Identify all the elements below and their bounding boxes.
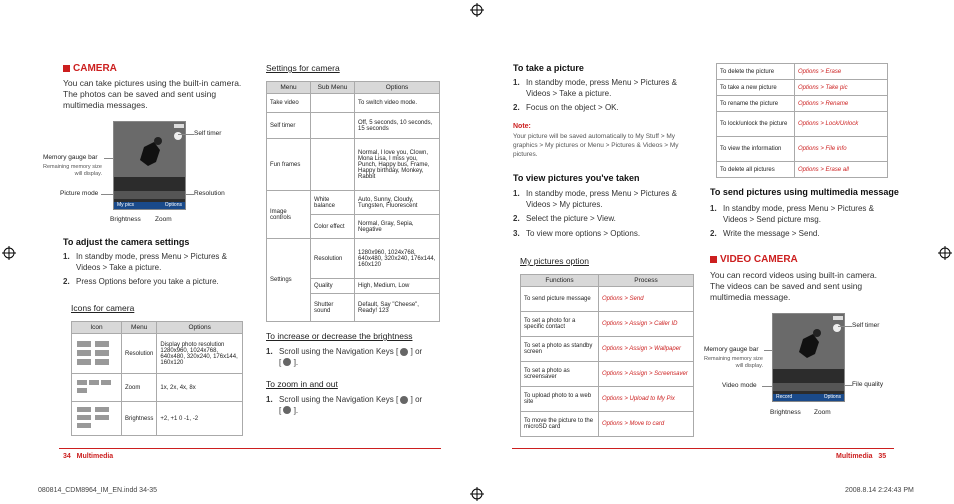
section-name: Multimedia <box>76 453 114 460</box>
table-cell: To view the information <box>717 137 795 162</box>
table-header: Sub Menu <box>311 82 355 94</box>
table-cell <box>311 94 355 113</box>
phone-options-label: Options <box>164 202 182 208</box>
camera-title-text: CAMERA <box>73 63 117 74</box>
list-item: 2. Select the picture > View. <box>513 214 616 223</box>
step-text: Press Options before you take a picture. <box>76 277 219 286</box>
table-cell: Options > Assign > Screensaver <box>599 362 694 387</box>
table-cell: To rename the picture <box>717 96 795 112</box>
table-row <box>521 312 694 337</box>
list-item: 2. Focus on the object > OK. <box>513 103 619 112</box>
footer-left <box>63 453 113 460</box>
nav-down-key-icon <box>283 358 291 366</box>
step-text: Select the picture > View. <box>526 214 616 223</box>
callout-memory-note: Remaining memory size will display. <box>704 356 763 369</box>
callout-zoom: Zoom <box>155 216 172 223</box>
step-text: In standby mode, press Menu > Pictures & Videos > Send picture msg. <box>723 204 874 224</box>
registration-mark-icon <box>470 487 484 501</box>
table-row <box>72 374 243 402</box>
phone-my-pics-label: My pics <box>117 202 134 208</box>
nav-up-key-icon <box>400 348 408 356</box>
table-cell: Default, Say "Cheese", Ready! 123 <box>355 294 440 322</box>
table-cell: Options > Send <box>599 287 694 312</box>
page-number: 35 <box>878 453 887 460</box>
bullet-square-icon <box>710 256 717 263</box>
video-title-text: VIDEO CAMERA <box>720 254 798 265</box>
table-cell: Take video <box>267 94 311 113</box>
footer-rule <box>512 448 894 449</box>
table-cell: Options > Erase <box>795 64 888 80</box>
step-text: ]. <box>293 357 299 367</box>
footer-right <box>836 453 886 460</box>
table-cell: High, Medium, Low <box>355 279 440 294</box>
send-pictures-heading: To send pictures using multimedia message <box>710 187 899 197</box>
table-row <box>267 94 440 113</box>
settings-table <box>266 81 440 322</box>
table-cell: To take a new picture <box>717 80 795 96</box>
icons-for-camera-heading: Icons for camera <box>71 303 135 313</box>
table-cell: To lock/unlock the picture <box>717 112 795 137</box>
table-cell: Image controls <box>267 191 311 239</box>
adjust-settings-heading: To adjust the camera settings <box>63 237 190 247</box>
step-text: Scroll using the Navigation Keys [ <box>279 347 399 356</box>
list-item: 2. Write the message > Send. <box>710 229 820 238</box>
table-row <box>521 387 694 412</box>
step-text: In standby mode, press Menu > Pictures & Videos > Take a picture. <box>76 252 227 272</box>
table-row <box>72 334 243 374</box>
table-cell: To set a photo as standby screen <box>521 337 599 362</box>
table-cell: To switch video mode. <box>355 94 440 113</box>
take-picture-heading: To take a picture <box>513 63 584 73</box>
table-cell: 1x, 2x, 4x, 8x <box>157 374 243 402</box>
view-pictures-heading: To view pictures you've taken <box>513 173 640 183</box>
table-cell <box>311 139 355 191</box>
table-cell: Display photo resolution 1280x960, 1024x768, 640x480, 320x240, 176x144, 160x120 <box>157 334 243 374</box>
callout-brightness: Brightness <box>110 216 141 223</box>
camera-preview-photo <box>114 122 186 210</box>
table-cell: To set a photo for a specific contact <box>521 312 599 337</box>
video-intro: You can record videos using built-in camera. The videos can be saved and sent using multimedia message. <box>710 270 877 302</box>
table-cell: To delete the picture <box>717 64 795 80</box>
table-cell: 1280x960, 1024x768, 640x480, 320x240, 176x144, 160x120 <box>355 239 440 279</box>
list-item: 1. In standby mode, press Menu > Pictures & Videos > Take a picture. <box>63 252 243 273</box>
table-row <box>717 64 888 80</box>
table-cell: Shutter sound <box>311 294 355 322</box>
table-header: Options <box>355 82 440 94</box>
table-cell: Options > Assign > Caller ID <box>599 312 694 337</box>
registration-mark-icon <box>470 3 484 17</box>
table-row <box>717 96 888 112</box>
callout-memory-gauge: Memory gauge bar <box>43 154 98 161</box>
settings-for-camera-heading: Settings for camera <box>266 63 340 73</box>
table-row <box>521 362 694 387</box>
table-cell: Options > Erase all <box>795 162 888 178</box>
note-label: Note: <box>513 123 531 130</box>
print-timestamp: 2008.8.14 2:24:43 PM <box>845 487 914 494</box>
callout-memory-note: Remaining memory size will display. <box>43 164 102 177</box>
table-cell: Options > Assign > Wallpaper <box>599 337 694 362</box>
table-cell: Zoom <box>122 374 157 402</box>
step-text: ] or <box>410 395 423 404</box>
my-pictures-option-heading: My pictures option <box>520 256 589 266</box>
table-header: Functions <box>521 275 599 287</box>
table-cell: White balance <box>311 191 355 215</box>
step-text: ]. <box>293 405 299 415</box>
table-cell: To upload photo to a web site <box>521 387 599 412</box>
table-row <box>267 139 440 191</box>
table-header: Menu <box>122 322 157 334</box>
video-screen-image <box>772 313 845 402</box>
table-row <box>717 112 888 137</box>
send-steps-list <box>710 204 890 240</box>
step-text: ] or <box>410 347 423 356</box>
table-cell: To delete all pictures <box>717 162 795 178</box>
table-row <box>717 162 888 178</box>
step-text: Scroll using the Navigation Keys [ <box>279 395 399 404</box>
zoom-icons <box>72 374 122 402</box>
list-item: 1. In standby mode, press Menu > Pictures & Videos > Take a picture. <box>513 78 693 99</box>
camera-screen-image <box>113 121 186 210</box>
table-cell: Options > Lock/Unlock <box>795 112 888 137</box>
callout-resolution: Resolution <box>194 190 225 197</box>
table-row <box>267 191 440 215</box>
list-item: 1. In standby mode, press Menu > Pictures & Videos > Send picture msg. <box>710 204 890 225</box>
adjust-steps-list <box>63 252 243 288</box>
table-row <box>267 113 440 139</box>
bullet-square-icon <box>63 65 70 72</box>
table-cell: Resolution <box>311 239 355 279</box>
list-item: 3. To view more options > Options. <box>513 228 641 238</box>
table-cell: Options > Rename <box>795 96 888 112</box>
table-cell: Brightness <box>122 402 157 436</box>
table-row <box>521 287 694 312</box>
callout-picture-mode: Picture mode <box>60 190 99 197</box>
table-cell: To set a photo as screensaver <box>521 362 599 387</box>
table-cell: Options > Take pic <box>795 80 888 96</box>
table-cell: +2, +1 0 -1, -2 <box>157 402 243 436</box>
resolution-icons <box>72 334 122 374</box>
table-cell: Quality <box>311 279 355 294</box>
callout-file-quality: File quality <box>852 381 884 388</box>
table-row <box>267 239 440 279</box>
table-cell <box>311 113 355 139</box>
take-steps-list <box>513 78 693 114</box>
registration-mark-icon <box>938 246 952 260</box>
table-row <box>717 80 888 96</box>
callout-zoom: Zoom <box>814 409 831 416</box>
footer-rule <box>59 448 441 449</box>
table-cell: Options > Move to card <box>599 412 694 437</box>
section-name: Multimedia <box>836 453 873 460</box>
brightness-step: 1. Scroll using the Navigation Keys [ ] or [ ]. <box>266 347 423 367</box>
brightness-heading: To increase or decrease the brightness <box>266 331 413 341</box>
view-steps-list <box>513 189 693 239</box>
table-header: Options <box>157 322 243 334</box>
table-cell: Auto, Sunny, Cloudy, Tungsten, Fluorescent <box>355 191 440 215</box>
callout-video-mode: Video mode <box>722 382 757 389</box>
phone-record-label: Record <box>776 394 793 400</box>
table-cell: Fun frames <box>267 139 311 191</box>
brightness-icons <box>72 402 122 436</box>
table-row <box>521 412 694 437</box>
registration-mark-icon <box>2 246 16 260</box>
list-item: 2. Press Options before you take a picture. <box>63 277 219 286</box>
table-cell: Self timer <box>267 113 311 139</box>
table-cell: Off, 5 seconds, 10 seconds, 15 seconds <box>355 113 440 139</box>
table-cell: Options > Upload to My Pix <box>599 387 694 412</box>
table-cell: Settings <box>267 239 311 322</box>
table-row <box>521 337 694 362</box>
table-cell: To move the picture to the microSD card <box>521 412 599 437</box>
step-text: Focus on the object > OK. <box>526 103 619 112</box>
table-cell: Color effect <box>311 215 355 239</box>
zoom-heading: To zoom in and out <box>266 379 338 389</box>
table-cell: Normal, I love you, Clown, Mona Lisa, I miss you, Punch, Happy bus, Frame, Happy birthday, Monkey, Rabbit <box>355 139 440 191</box>
callout-self-timer: Self timer <box>194 130 222 137</box>
camera-section-title <box>63 63 117 74</box>
print-file-info: 080814_CDM8964_IM_EN.indd 34-35 <box>38 487 158 494</box>
table-row <box>717 137 888 162</box>
icons-table <box>71 321 243 436</box>
table-header: Icon <box>72 322 122 334</box>
callout-self-timer: Self timer <box>852 322 880 329</box>
step-text: In standby mode, press Menu > Pictures & Videos > Take a picture. <box>526 78 677 98</box>
video-camera-section-title <box>710 254 798 265</box>
nav-left-key-icon <box>400 396 408 404</box>
list-item: 1. In standby mode, press Menu > Pictures & Videos > My pictures. <box>513 189 693 210</box>
camera-intro: You can take pictures using the built-in camera. The photos can be saved and sent using multimedia messages. <box>63 78 242 110</box>
table-header: Process <box>599 275 694 287</box>
table-cell: Normal, Gray, Sepia, Negative <box>355 215 440 239</box>
step-text: Write the message > Send. <box>723 229 820 238</box>
page-number: 34 <box>63 453 71 460</box>
step-text: In standby mode, press Menu > Pictures & Videos > My pictures. <box>526 189 677 209</box>
step-text: To view more options > Options. <box>526 228 641 238</box>
callout-memory-gauge: Memory gauge bar <box>704 346 759 353</box>
callout-brightness: Brightness <box>770 409 801 416</box>
picture-options-table <box>716 63 888 178</box>
nav-right-key-icon <box>283 406 291 414</box>
table-cell: Resolution <box>122 334 157 374</box>
video-preview-photo <box>773 314 845 402</box>
table-header: Menu <box>267 82 311 94</box>
my-pictures-table <box>520 274 694 437</box>
note-text: Your picture will be saved automatically to My Stuff > My graphics > My pictures or Menu > Pictures & Videos > My pictures. <box>513 133 679 158</box>
table-cell: Options > File info <box>795 137 888 162</box>
table-row <box>72 402 243 436</box>
zoom-step: 1. Scroll using the Navigation Keys [ ] or [ ]. <box>266 395 423 415</box>
table-cell: To send picture message <box>521 287 599 312</box>
phone-options-label: Options <box>823 394 841 400</box>
